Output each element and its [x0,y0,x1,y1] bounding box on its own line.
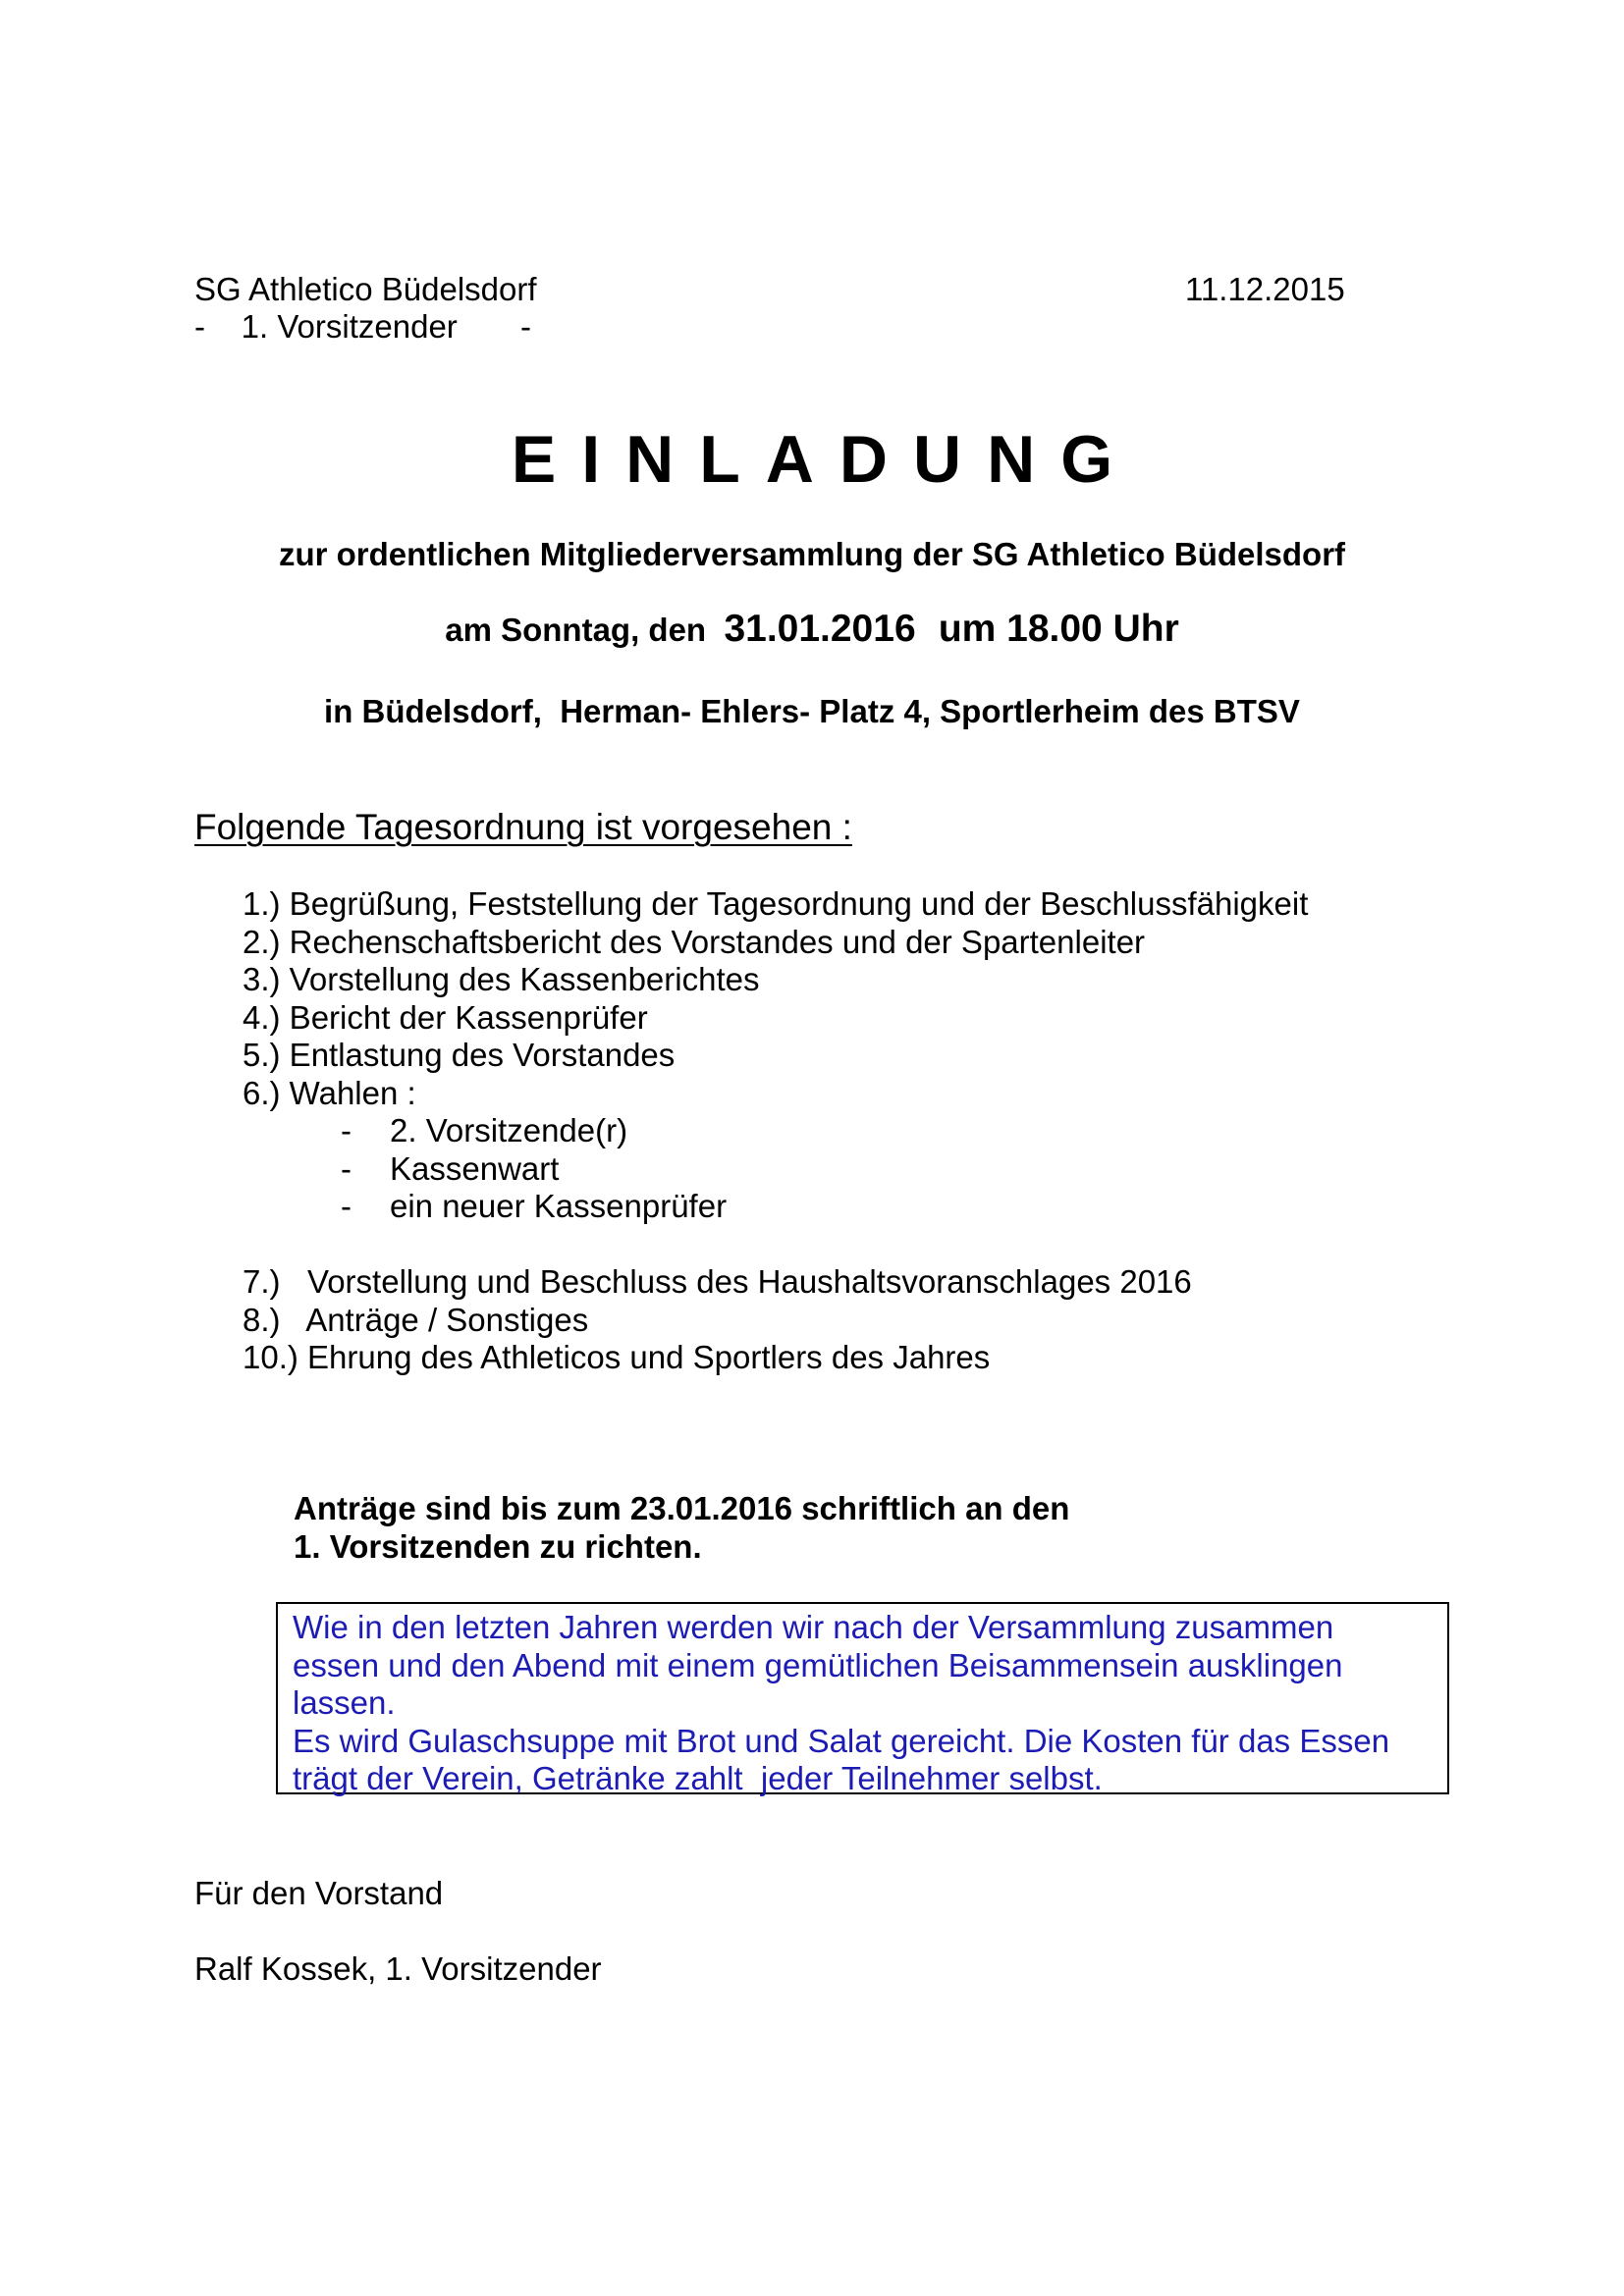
agenda-item: 7.) Vorstellung und Beschluss des Haushaltsvoranschlages 2016 [243,1263,1192,1300]
letter-date: 11.12.2015 [1185,271,1345,307]
agenda-list [243,885,1308,1377]
meeting-date: 31.01.2016 [724,608,916,650]
agenda-item: 4.) Bericht der Kassenprüfer [243,998,648,1036]
agenda-item: 3.) Vorstellung des Kassenberichtes [243,961,760,997]
list-dash: - [341,1188,352,1224]
notice-line: Anträge sind bis zum 23.01.2016 schriftlich an den [294,1490,1070,1526]
closing-line: Für den Vorstand [194,1875,444,1911]
meeting-datetime [0,608,1624,650]
sender-role: - 1. Vorsitzender - [194,308,531,345]
agenda-heading: Folgende Tagesordnung ist vorgesehen : [194,807,852,847]
meeting-description: zur ordentlichen Mitgliederversammlung der SG Athletico Büdelsdorf [278,536,1346,572]
list-spacer [243,1226,1308,1264]
signature: Ralf Kossek, 1. Vorsitzender [194,1950,602,1987]
info-line: lassen. [293,1684,396,1721]
election-item-label: ein neuer Kassenprüfer [390,1188,728,1224]
agenda-item: 6.) Wahlen : [243,1074,416,1111]
election-item [243,1112,1308,1150]
list-dash: - [341,1149,352,1187]
agenda-item: 8.) Anträge / Sonstiges [243,1301,589,1338]
agenda-item: 10.) Ehrung des Athleticos und Sportlers des Jahres [243,1339,991,1375]
meeting-time: um 18.00 Uhr [938,608,1179,650]
info-line: essen und den Abend mit einem gemütlichen Beisammensein ausklingen [293,1646,1343,1683]
info-line: trägt der Verein, Getränke zahlt jeder Teilnehmer selbst. [293,1760,1103,1796]
meeting-date-prefix: am Sonntag, den [445,612,716,648]
meeting-location: in Büdelsdorf, Herman- Ehlers- Platz 4, Sportlerheim des BTSV [324,693,1300,729]
agenda-item: 1.) Begrüßung, Feststellung der Tagesordnung und der Beschlussfähigkeit [243,885,1309,922]
notice-line: 1. Vorsitzenden zu richten. [294,1528,702,1565]
agenda-item: 5.) Entlastung des Vorstandes [243,1037,676,1073]
election-item-label: 2. Vorsitzende(r) [390,1112,628,1148]
document-title: EINLADUNG [511,422,1139,497]
dinner-info-box [276,1602,1449,1794]
info-line: Wie in den letzten Jahren werden wir nach der Versammlung zusammen [293,1609,1334,1645]
organization-name: SG Athletico Büdelsdorf [194,271,537,307]
motion-deadline-notice [294,1489,1069,1566]
election-item [243,1150,1308,1189]
agenda-item: 2.) Rechenschaftsbericht des Vorstandes und der Spartenleiter [243,923,1146,960]
election-item-label: Kassenwart [390,1149,560,1187]
election-item [243,1188,1308,1226]
info-line: Es wird Gulaschsuppe mit Brot und Salat gereicht. Die Kosten für das Essen [293,1722,1390,1759]
list-dash: - [341,1112,352,1148]
